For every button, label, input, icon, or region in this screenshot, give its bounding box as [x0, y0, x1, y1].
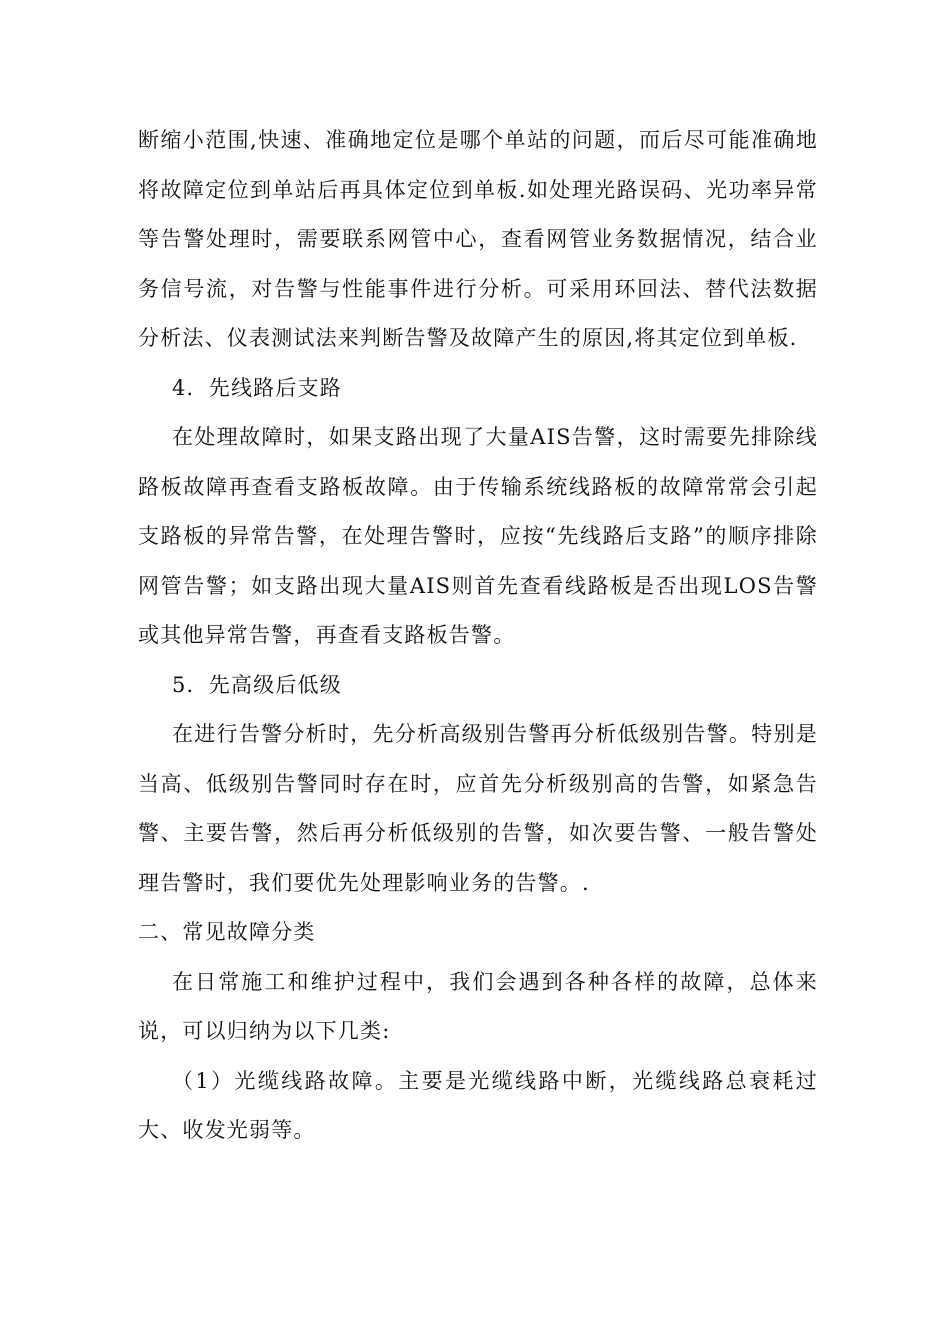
paragraph-high-before-low: 在进行告警分析时，先分析高级别告警再分析低级别告警。特别是当高、低级别告警同时存在时，应首先分析级别高的告警，如紧急告警、主要告警，然后再分析低级别的告警，如次要告警、一般告警处理告警时，我们要优先处理影响业务的告警。. [138, 722, 818, 895]
chapter-heading-fault-classification: 二、常见故障分类 [138, 920, 316, 944]
document-body [138, 116, 818, 1156]
paragraph-line-before-tributary: 在处理故障时，如果支路出现了大量AIS告警，这时需要先排除线路板故障再查看支路板故障。由于传输系统线路板的故障常常会引起支路板的异常告警，在处理告警时，应按“先线路后支路”的顺序排除网管告警；如支路出现大量AIS则首先查看线路板是否出现LOS告警或其他异常告警，再查看支路板告警。 [138, 425, 818, 647]
list-item-cable-fault: （1）光缆线路故障。主要是光缆线路中断，光缆线路总衰耗过大、收发光弱等。 [138, 1068, 818, 1142]
paragraph-continuation: 断缩小范围,快速、准确地定位是哪个单站的问题，而后尽可能准确地将故障定位到单站后再具体定位到单板.如处理光路误码、光功率异常等告警处理时，需要联系网管中心，查看网管业务数据情况，结合业务信号流，对告警与性能事件进行分析。可采用环回法、替代法数据分析法、仪表测试法来判断告警及故障产生的原因,将其定位到单板. [138, 128, 818, 350]
paragraph-fault-intro: 在日常施工和维护过程中，我们会遇到各种各样的故障，总体来说，可以归纳为以下几类: [138, 969, 818, 1043]
section-heading-4: 4．先线路后支路 [172, 375, 342, 400]
section-heading-5: 5．先高级后低级 [172, 672, 342, 697]
